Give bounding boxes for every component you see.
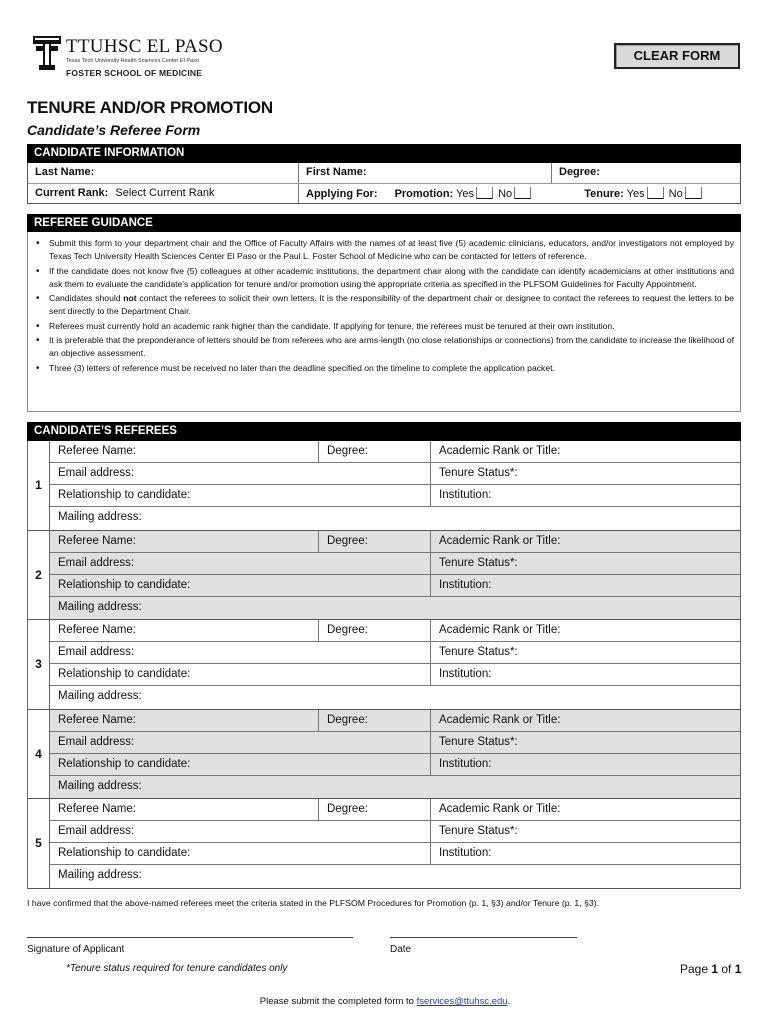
- referee-rank-field[interactable]: [430, 799, 740, 820]
- tenure-note: *Tenure status required for tenure candidates only: [66, 963, 288, 974]
- guidance-item: • Submit this form to your department chair and the Office of Faculty Affairs with the names of at least five (5) academic clinicians, educators, and/or investigators not employed by Texas Tech University Health Sciences Center El Paso or the Paul L. Foster School of Medicine who can be contacted for letters of reference.: [36, 237, 734, 263]
- referee-tenure-status-field[interactable]: [430, 642, 740, 663]
- referee-degree-label: Degree:: [327, 624, 368, 636]
- referee-mailing-field[interactable]: [50, 597, 740, 620]
- referee-fields: [50, 620, 740, 709]
- referee-tenure-status-label: Tenure Status*:: [439, 646, 518, 658]
- referee-tenure-status-label: Tenure Status*:: [439, 556, 518, 569]
- page-of: of: [718, 962, 735, 976]
- date-label: Date: [390, 944, 412, 955]
- referee-row: [50, 686, 740, 709]
- referee-mailing-label: Mailing address:: [58, 779, 142, 792]
- referee-degree-field[interactable]: [318, 710, 430, 731]
- page-number: [680, 962, 741, 976]
- referee-mailing-field[interactable]: [50, 686, 740, 709]
- referee-name-label: Referee Name:: [58, 445, 136, 457]
- referee-institution-field[interactable]: [430, 754, 740, 775]
- referee-block: [27, 799, 741, 889]
- referee-degree-field[interactable]: [318, 531, 430, 552]
- referee-email-label: Email address:: [58, 735, 135, 748]
- referee-institution-label: Institution:: [439, 489, 492, 501]
- tenure-no-label: No: [668, 188, 683, 200]
- first-name-field[interactable]: [298, 163, 551, 183]
- referee-row: [50, 776, 740, 799]
- referee-row: [50, 754, 740, 776]
- referee-degree-field[interactable]: [318, 799, 430, 820]
- referee-number: 3: [28, 620, 50, 709]
- page-current: 1: [711, 962, 719, 976]
- confirmation-statement: I have confirmed that the above-named referees meet the criteria stated in the PLFSOM Procedures for Promotion (p. 1, §3) and/or Tenure (p. 1, §3).: [27, 898, 600, 908]
- ttuhsc-logo-icon: [33, 34, 61, 72]
- applying-for-label: Applying For:: [306, 188, 378, 200]
- referee-institution-label: Institution:: [439, 578, 492, 591]
- referee-email-label: Email address:: [58, 825, 135, 837]
- referee-relationship-field[interactable]: [50, 843, 430, 864]
- tenure-yes-checkbox[interactable]: [647, 187, 664, 199]
- referee-rank-label: Academic Rank or Title:: [439, 445, 561, 457]
- referee-block: [27, 531, 741, 621]
- submit-end: .: [507, 996, 511, 1007]
- first-name-label: First Name:: [306, 166, 367, 178]
- referee-relationship-label: Relationship to candidate:: [58, 757, 191, 770]
- referee-name-field[interactable]: [50, 620, 318, 641]
- promotion-no-checkbox[interactable]: [514, 187, 531, 199]
- guidance-item: • If the candidate does not know five (5) colleagues at other academic institutions, the department chair along with the candidate can identify academicians at other institutions and ask them to evaluate the candidate’s application for tenure and/or promotion using the appropriate criteria as specified in the PLFSOM Guidelines for Faculty Appointment.: [36, 265, 734, 291]
- referee-tenure-status-field[interactable]: [430, 821, 740, 842]
- referee-number: 2: [28, 531, 50, 620]
- referee-row: [50, 620, 740, 642]
- referee-rank-field[interactable]: [430, 710, 740, 731]
- referee-relationship-field[interactable]: [50, 664, 430, 685]
- referee-rank-field[interactable]: [430, 620, 740, 641]
- last-name-label: Last Name:: [35, 166, 95, 178]
- referee-rank-label: Academic Rank or Title:: [439, 534, 561, 547]
- referee-mailing-label: Mailing address:: [58, 690, 142, 702]
- referee-tenure-status-field[interactable]: [430, 463, 740, 484]
- referee-name-field[interactable]: [50, 441, 318, 462]
- tenure-yes-label: Yes: [626, 188, 645, 200]
- referee-relationship-field[interactable]: [50, 754, 430, 775]
- promotion-yes-checkbox[interactable]: [476, 187, 493, 199]
- candidate-info-table: [27, 163, 741, 204]
- referee-degree-label: Degree:: [327, 803, 368, 815]
- current-rank-label: Current Rank:: [35, 187, 109, 199]
- referee-fields: [50, 799, 740, 888]
- referee-relationship-label: Relationship to candidate:: [58, 489, 191, 501]
- referee-institution-field[interactable]: [430, 843, 740, 864]
- tenure-no-checkbox[interactable]: [685, 187, 702, 199]
- referee-row: [50, 463, 740, 485]
- referee-row: [50, 441, 740, 463]
- referee-tenure-status-label: Tenure Status*:: [439, 825, 518, 837]
- referee-mailing-field[interactable]: [50, 507, 740, 530]
- guidance-item: • It is preferable that the preponderance of letters should be from referees who are arms-length (no close relationships or connections) from the candidate to increase the likelihood of an objective assessment.: [36, 334, 734, 360]
- logo-subtitle: Texas Tech University Health Sciences Center El Paso: [66, 58, 199, 64]
- logo-title: TTUHSC EL PASO: [66, 36, 223, 57]
- referee-fields: [50, 710, 740, 799]
- referee-degree-label: Degree:: [327, 445, 368, 457]
- referee-row: [50, 843, 740, 865]
- referee-name-field[interactable]: [50, 710, 318, 731]
- page-total: 1: [734, 962, 742, 976]
- promotion-label: Promotion:: [394, 188, 454, 200]
- guidance-section-header: REFEREE GUIDANCE: [27, 214, 741, 232]
- referee-institution-field[interactable]: [430, 575, 740, 596]
- referee-row: [50, 553, 740, 575]
- referee-email-label: Email address:: [58, 467, 135, 479]
- referee-mailing-label: Mailing address:: [58, 869, 142, 881]
- referee-email-field[interactable]: [50, 642, 430, 663]
- referee-row: [50, 575, 740, 597]
- referee-rank-field[interactable]: [430, 531, 740, 552]
- referee-mailing-label: Mailing address:: [58, 511, 142, 523]
- referee-block: [27, 710, 741, 800]
- referee-email-field[interactable]: [50, 732, 430, 753]
- referee-tenure-status-label: Tenure Status*:: [439, 467, 518, 479]
- guidance-item: • Referees must currently hold an academic rank higher than the candidate. If applying for tenure, the referees must be tenured at their own institution.: [36, 320, 734, 333]
- referee-institution-field[interactable]: [430, 485, 740, 506]
- referee-email-label: Email address:: [58, 556, 135, 569]
- referee-institution-label: Institution:: [439, 668, 492, 680]
- referee-institution-label: Institution:: [439, 847, 492, 859]
- submit-text: Please submit the completed form to: [259, 996, 417, 1007]
- referee-mailing-label: Mailing address:: [58, 600, 142, 613]
- referee-name-label: Referee Name:: [58, 624, 136, 636]
- referee-number: 1: [28, 441, 50, 530]
- referee-row: [50, 821, 740, 843]
- referee-tenure-status-label: Tenure Status*:: [439, 735, 518, 748]
- last-name-field[interactable]: [28, 163, 298, 183]
- referee-relationship-field[interactable]: [50, 575, 430, 596]
- signature-line[interactable]: [27, 937, 353, 938]
- date-line[interactable]: [390, 937, 577, 938]
- degree-field[interactable]: [551, 163, 740, 183]
- referee-relationship-label: Relationship to candidate:: [58, 668, 191, 680]
- submit-email-link[interactable]: fservices@ttuhsc.edu: [416, 996, 508, 1007]
- referee-row: [50, 664, 740, 686]
- guidance-list: [36, 237, 734, 375]
- referee-fields: [50, 441, 740, 530]
- referees-table: [27, 441, 741, 889]
- referees-section-header: CANDIDATE’S REFEREES: [27, 422, 741, 441]
- referee-name-label: Referee Name:: [58, 713, 136, 726]
- promotion-no-label: No: [498, 188, 513, 200]
- referee-fields: [50, 531, 740, 620]
- referee-institution-label: Institution:: [439, 757, 492, 770]
- referee-row: [50, 799, 740, 821]
- referee-institution-field[interactable]: [430, 664, 740, 685]
- referee-tenure-status-field[interactable]: [430, 553, 740, 574]
- referee-row: [50, 507, 740, 530]
- referee-tenure-status-field[interactable]: [430, 732, 740, 753]
- referee-name-label: Referee Name:: [58, 803, 136, 815]
- referee-name-field[interactable]: [50, 799, 318, 820]
- referee-degree-field[interactable]: [318, 620, 430, 641]
- referee-email-field[interactable]: [50, 463, 430, 484]
- clear-form-button[interactable]: CLEAR FORM: [614, 43, 740, 69]
- referee-name-field[interactable]: [50, 531, 318, 552]
- referee-name-label: Referee Name:: [58, 534, 136, 547]
- referee-rank-label: Academic Rank or Title:: [439, 713, 561, 726]
- referee-rank-label: Academic Rank or Title:: [439, 803, 561, 815]
- referee-email-field[interactable]: [50, 821, 430, 842]
- current-rank-select[interactable]: Select Current Rank: [115, 187, 215, 199]
- referee-row: [50, 710, 740, 732]
- referee-row: [50, 531, 740, 553]
- referee-rank-field[interactable]: [430, 441, 740, 462]
- tenure-label: Tenure:: [584, 188, 624, 200]
- referee-row: [50, 485, 740, 507]
- referee-row: [50, 597, 740, 620]
- signature-label: Signature of Applicant: [27, 944, 125, 955]
- referee-block: [27, 620, 741, 710]
- submit-instructions: [0, 996, 770, 1007]
- referee-relationship-label: Relationship to candidate:: [58, 847, 191, 859]
- degree-label: Degree:: [559, 166, 600, 178]
- referee-row: [50, 865, 740, 888]
- referee-email-label: Email address:: [58, 646, 135, 658]
- guidance-item: [36, 292, 734, 318]
- guidance-text: contact the referees to solicit their own letters. It is the responsibility of the department chair or designee to contact the referees to request the letters to be sent directly to the Department Chair.: [49, 293, 734, 316]
- logo-school: FOSTER SCHOOL OF MEDICINE: [66, 68, 203, 78]
- referee-row: [50, 642, 740, 664]
- referee-mailing-field[interactable]: [50, 776, 740, 799]
- referee-row: [50, 732, 740, 754]
- referee-block: [27, 441, 741, 531]
- page-header: [33, 34, 743, 84]
- referee-relationship-label: Relationship to candidate:: [58, 578, 191, 591]
- referee-relationship-field[interactable]: [50, 485, 430, 506]
- guidance-box: [27, 232, 741, 412]
- referee-rank-label: Academic Rank or Title:: [439, 624, 561, 636]
- referee-number: 5: [28, 799, 50, 888]
- referee-degree-label: Degree:: [327, 534, 368, 547]
- referee-degree-field[interactable]: [318, 441, 430, 462]
- guidance-emphasis: not: [123, 293, 137, 303]
- referee-degree-label: Degree:: [327, 713, 368, 726]
- guidance-item: • Three (3) letters of reference must be received no later than the deadline specified on the timeline to complete the application packet.: [36, 362, 734, 375]
- referee-mailing-field[interactable]: [50, 865, 740, 888]
- referee-number: 4: [28, 710, 50, 799]
- promotion-yes-label: Yes: [456, 188, 475, 200]
- guidance-text: Candidates should: [49, 293, 124, 303]
- candidate-section-header: CANDIDATE INFORMATION: [27, 144, 741, 163]
- form-title: TENURE AND/OR PROMOTION: [27, 98, 273, 117]
- form-subtitle: Candidate’s Referee Form: [27, 122, 201, 138]
- referee-email-field[interactable]: [50, 553, 430, 574]
- page-prefix: Page: [680, 962, 712, 976]
